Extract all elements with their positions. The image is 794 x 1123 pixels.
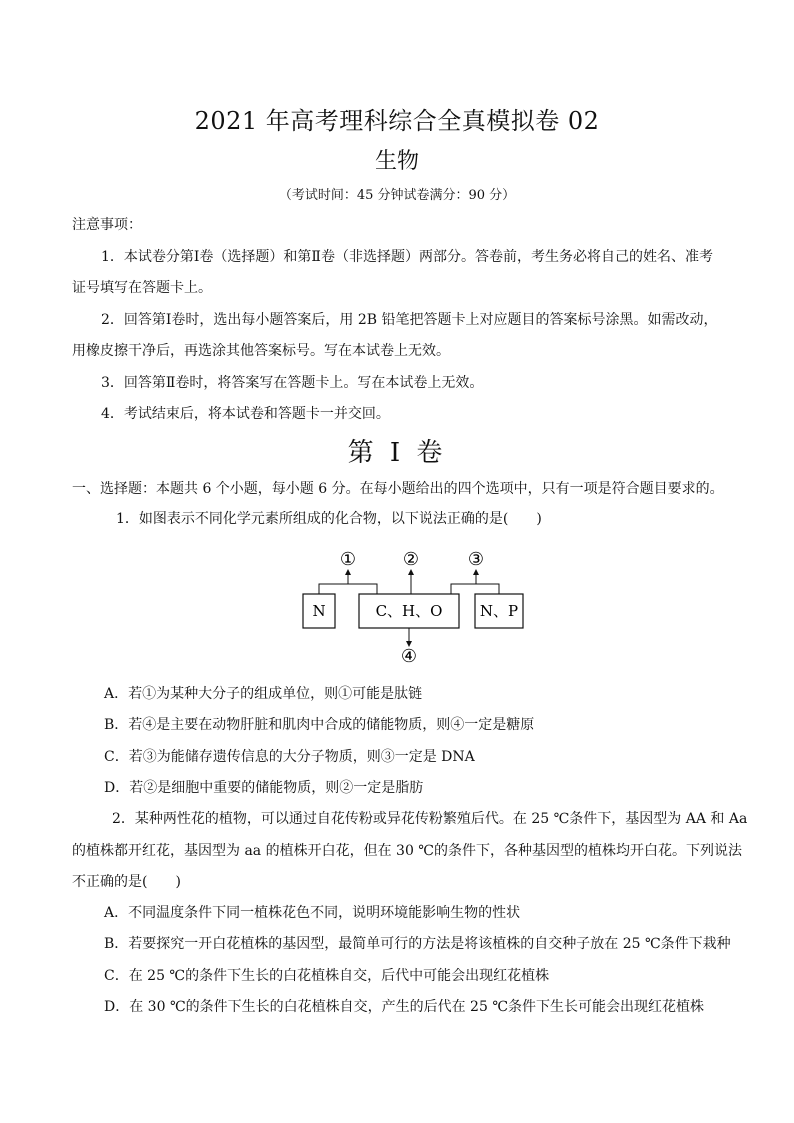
section-instruction: 一、选择题：本题共 6 个小题，每小题 6 分。在每小题给出的四个选项中，只有一项是符合题目要求的。 <box>72 481 724 497</box>
q1-option-c: C．若③为能储存遗传信息的大分子物质，则③一定是 DNA <box>104 749 475 765</box>
box-n-label: N <box>312 602 326 620</box>
exam-title: 2021 年高考理科综合全真模拟卷 02 <box>194 107 600 135</box>
connector-3 <box>451 584 499 594</box>
exam-time: （考试时间：45 分钟试卷满分：90 分） <box>278 188 516 203</box>
q1-option-a: A．若①为某种大分子的组成单位，则①可能是肽链 <box>104 686 423 702</box>
question-2-stem-line: 2．某种两性花的植物，可以通过自花传粉或异花传粉繁殖后代。在 25 ℃条件下，基因型为 AA 和 Aa <box>112 811 748 827</box>
note-line: 3．回答第Ⅱ卷时，将答案写在答题卡上。写在本试卷上无效。 <box>101 375 484 391</box>
box-cho-label: C、H、O <box>375 602 443 620</box>
subject-title: 生物 <box>374 149 419 174</box>
question-1-stem: 1．如图表示不同化学元素所组成的化合物，以下说法正确的是( ) <box>116 511 542 527</box>
label-3: ③ <box>467 549 485 570</box>
label-4: ④ <box>400 646 418 667</box>
note-line: 2．回答第Ⅰ卷时，选出每小题答案后，用 2B 铅笔把答题卡上对应题目的答案标号涂黑。如需改动， <box>101 312 718 328</box>
note-line: 用橡皮擦干净后，再选涂其他答案标号。写在本试卷上无效。 <box>72 343 450 359</box>
label-1: ① <box>339 549 357 570</box>
q2-option-a: A．不同温度条件下同一植株花色不同，说明环境能影响生物的性状 <box>104 905 521 921</box>
note-line: 1．本试卷分第Ⅰ卷（选择题）和第Ⅱ卷（非选择题）两部分。答卷前，考生务必将自己的姓名、准考 <box>101 249 713 265</box>
element-compound-diagram <box>283 534 541 676</box>
q2-option-b: B．若要探究一开白花植株的基因型，最简单可行的方法是将该植株的自交种子放在 25 ℃条件下栽种 <box>104 936 731 952</box>
q2-option-c: C．在 25 ℃的条件下生长的白花植株自交，后代中可能会出现红花植株 <box>104 968 550 984</box>
notes-title: 注意事项： <box>72 217 142 233</box>
box-np-label: N、P <box>479 602 519 620</box>
q1-option-b: B．若④是主要在动物肝脏和肌肉中合成的储能物质，则④一定是糖原 <box>104 717 535 733</box>
connector-1 <box>319 584 377 594</box>
note-line: 4．考试结束后，将本试卷和答题卡一并交回。 <box>101 406 390 422</box>
q1-option-d: D．若②是细胞中重要的储能物质，则②一定是脂肪 <box>104 780 424 796</box>
question-2-stem-line: 的植株都开红花，基因型为 aa 的植株开白花，但在 30 ℃的条件下，各种基因型的植株均开白花。下列说法 <box>72 843 742 859</box>
section-title: 第 I 卷 <box>347 438 447 468</box>
label-2: ② <box>402 549 420 570</box>
q2-option-d: D．在 30 ℃的条件下生长的白花植株自交，产生的后代在 25 ℃条件下生长可能会出现红花植株 <box>104 999 704 1015</box>
diagram-svg <box>283 534 541 676</box>
note-line: 证号填写在答题卡上。 <box>72 280 212 296</box>
question-2-stem-line: 不正确的是( ) <box>72 874 181 890</box>
